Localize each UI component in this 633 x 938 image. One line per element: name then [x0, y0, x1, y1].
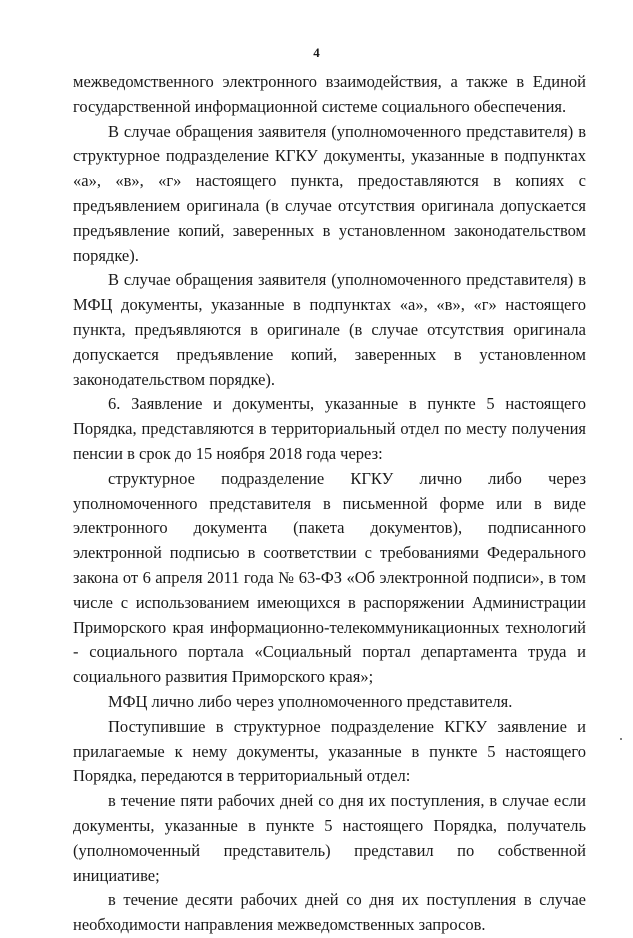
paragraph-kgku-copies: В случае обращения заявителя (уполномоченного представителя) в структурное подразделение КГКУ документы, указанные в подпунктах «а», «в», «г» настоящего пункта, предоставляются в копиях с предъявлением оригинала (в случае отсутствия оригинала допускается предъявление копий, заверенных в установленном законодательством порядке). — [73, 121, 586, 265]
margin-mark — [620, 738, 622, 740]
paragraph-continuation: межведомственного электронного взаимодействия, а также в Единой государственной информационной системе социального обеспечения. — [73, 72, 586, 116]
paragraph-transfer: Поступившие в структурное подразделение КГКУ заявление и прилагаемые к нему документы, указанные в пункте 5 настоящего Порядка, передаются в территориальный отдел: — [73, 716, 586, 786]
paragraph-kgku-submission: структурное подразделение КГКУ лично либо через уполномоченного представителя в письменной форме или в виде электронного документа (пакета документов), подписанного электронной подписью в соответствии с требованиями Федерального закона от 6 апреля 2011 года № 63-ФЗ «Об электронной подписи», в том числе с использованием имеющихся в распоряжении Администрации Приморского края информационно-телекоммуникационных технологий - социального портала «Социальный портал департамента труда и социального развития Приморского края»; — [73, 468, 586, 687]
document-body — [73, 70, 586, 938]
paragraph-section-6: 6. Заявление и документы, указанные в пункте 5 настоящего Порядка, представляются в территориальный отдел по месту получения пенсии в срок до 15 ноября 2018 года через: — [73, 394, 586, 463]
page-number: 4 — [313, 45, 320, 60]
paragraph-mfc-submission: МФЦ лично либо через уполномоченного представителя. — [108, 691, 513, 711]
paragraph-five-days: в течение пяти рабочих дней со дня их поступления, в случае если документы, указанные в пункте 5 настоящего Порядка, получатель (уполномоченный представитель) представил по собственной инициативе; — [73, 791, 586, 885]
paragraph-ten-days: в течение десяти рабочих дней со дня их поступления в случае необходимости направления межведомственных запросов. — [73, 890, 586, 935]
paragraph-mfc-originals: В случае обращения заявителя (уполномоченного представителя) в МФЦ документы, указанные в подпунктах «а», «в», «г» настоящего пункта, предъявляются в оригинале (в случае отсутствия оригинала допускается предъявление копий, заверенных в установленном законодательством порядке). — [73, 270, 586, 389]
